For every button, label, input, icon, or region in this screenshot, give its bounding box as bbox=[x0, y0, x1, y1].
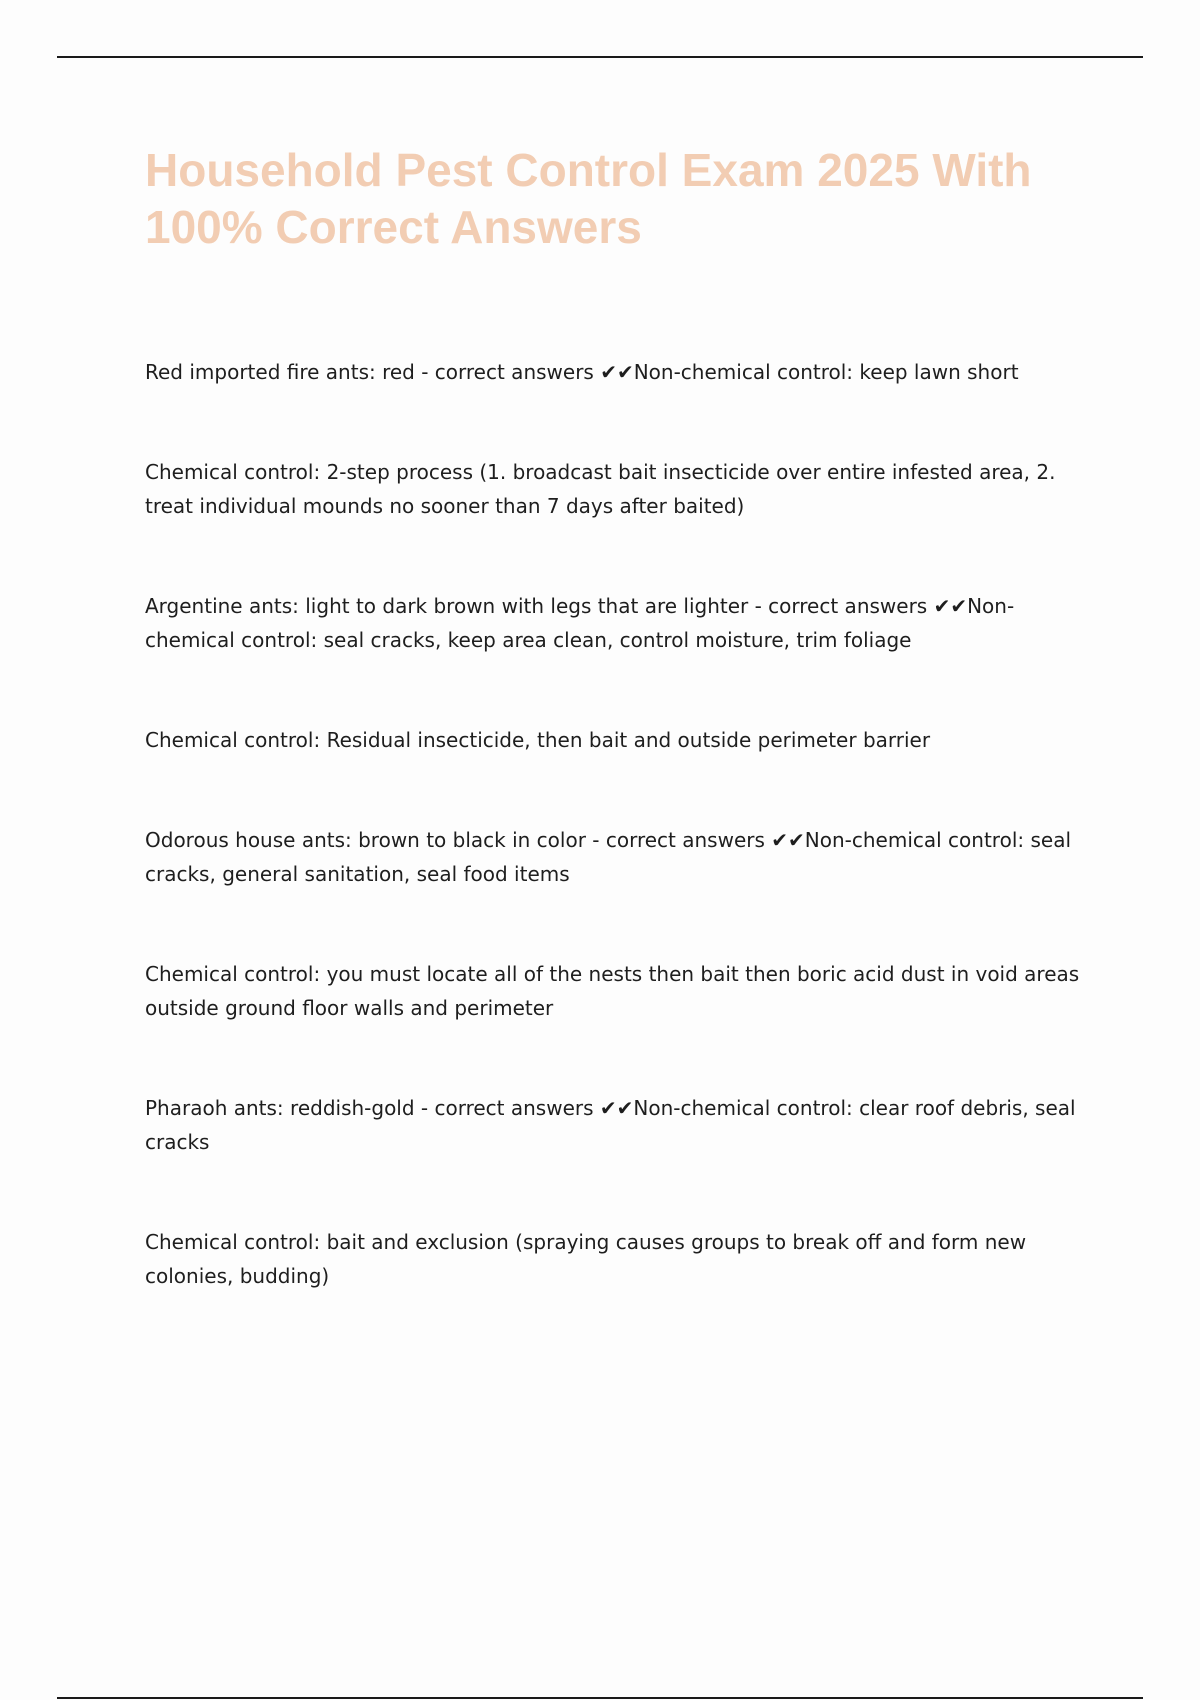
qa-entry: Pharaoh ants: reddish-gold - correct answers ✔✔Non-chemical control: clear roof debris, seal cracks bbox=[145, 1096, 1076, 1154]
document-title: Household Pest Control Exam 2025 With 100% Correct Answers bbox=[145, 144, 1032, 253]
top-rule bbox=[57, 56, 1143, 58]
bottom-rule bbox=[57, 1697, 1143, 1699]
qa-entry: Chemical control: Residual insecticide, then bait and outside perimeter barrier bbox=[145, 728, 931, 752]
qa-entry: Red imported fire ants: red - correct answers ✔✔Non-chemical control: keep lawn short bbox=[145, 360, 1019, 384]
qa-entry: Argentine ants: light to dark brown with legs that are lighter - correct answers ✔✔Non-chemical control: seal cracks, keep area clean, control moisture, trim foliage bbox=[145, 594, 1015, 652]
qa-entry: Odorous house ants: brown to black in color - correct answers ✔✔Non-chemical control: seal cracks, general sanitation, seal food items bbox=[145, 828, 1072, 886]
qa-entry: Chemical control: you must locate all of the nests then bait then boric acid dust in void areas outside ground floor walls and perimeter bbox=[145, 962, 1080, 1020]
qa-entry-list bbox=[145, 355, 1095, 1305]
qa-entry: Chemical control: 2-step process (1. broadcast bait insecticide over entire infested area, 2. treat individual mounds no sooner than 7 days after baited) bbox=[145, 460, 1056, 518]
qa-entry: Chemical control: bait and exclusion (spraying causes groups to break off and form new colonies, budding) bbox=[145, 1230, 1027, 1288]
